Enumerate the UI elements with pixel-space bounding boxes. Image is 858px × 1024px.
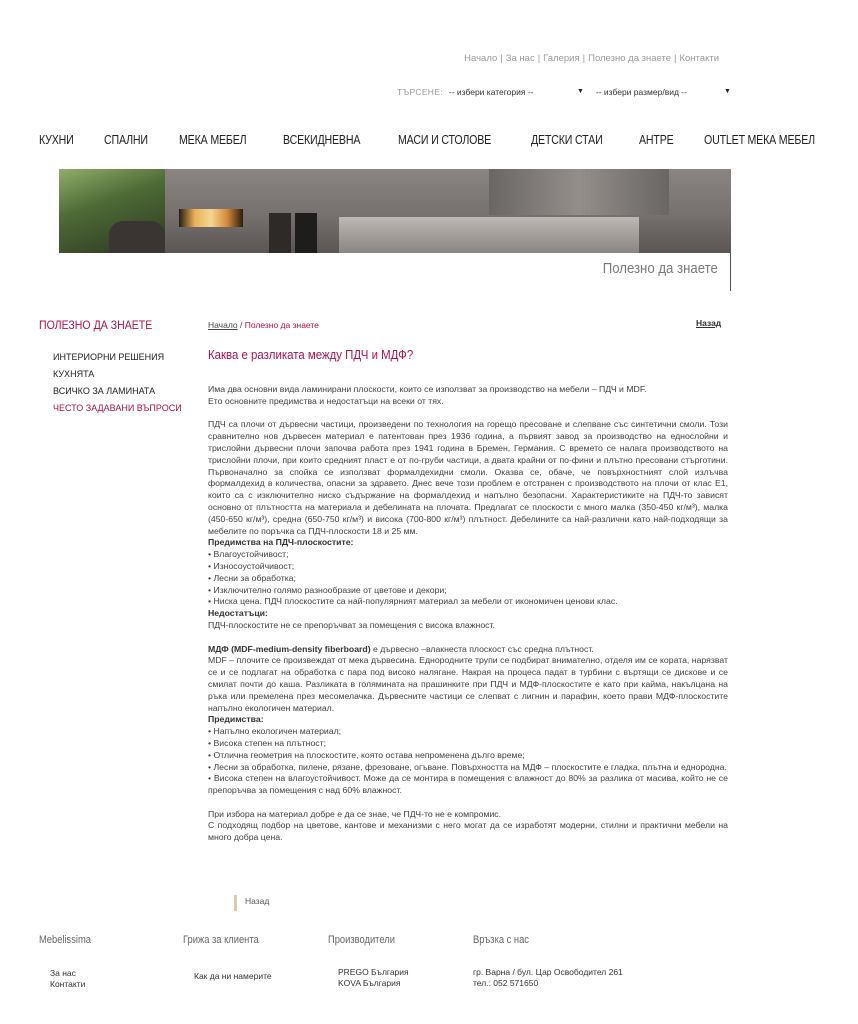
sidebar-item-kitchen[interactable]: КУХНЯТА — [53, 369, 95, 379]
sidebar-item-interior[interactable]: ИНТЕРИОРНИ РЕШЕНИЯ — [53, 352, 165, 362]
nav-hallway[interactable]: АНТРЕ — [639, 133, 674, 147]
spacer — [208, 408, 728, 420]
banner-image — [59, 169, 731, 253]
list-item: • Ниска цена. ПДЧ плоскостите са най-популярният материал за мебели от икономичен ценови клас. — [208, 596, 618, 607]
footer-link-find-us[interactable]: Как да ни намерите — [194, 971, 272, 981]
mdf-heading: МДФ (MDF-medium-density fiberboard) — [208, 643, 371, 654]
banner-counter — [339, 217, 639, 253]
pdch-advantages-heading: Предимства на ПДЧ-плоскостите: — [208, 537, 354, 548]
banner-plant — [59, 169, 165, 253]
spacer — [208, 632, 728, 644]
list-item: • Отлична геометрия на плоскостите, която остава непроменена дълго време; — [208, 749, 525, 760]
separator: | — [674, 53, 677, 64]
pdch-disadvantages-text: ПДЧ-плоскостите не се препоръчват за помещения с висока влажност. — [208, 619, 495, 630]
footer-heading: Производители — [328, 934, 395, 946]
breadcrumb-sep: / — [237, 320, 245, 330]
sidebar-heading: ПОЛЕЗНО ДА ЗНАЕТЕ — [39, 318, 153, 332]
mdf-advantages-heading: Предимства: — [208, 714, 264, 725]
list-item: • Изключително голямо разнообразие от цветове и декори; — [208, 584, 447, 595]
article-title: Каква е разликата между ПДЧ и МДФ? — [208, 347, 414, 362]
article-body — [208, 384, 728, 844]
sidebar-menu — [53, 351, 182, 419]
list-item: • Лесни за обработка, пилене, рязане, фрезоване, огъване. Повърхността на МДФ – плоскостите е гладка, плътна и еднородна. — [208, 761, 727, 772]
pdch-paragraph: ПДЧ са плочи от дървесни частици, произведени по технология на горещо пресоване и слепване със синтетични смоли. Този сравнително нов дървесен материал е патентован през 1936 година, а първият завод за производство на еднослойни и трислойни дървесни плочи започва работа през 1941 година в Бремен, Германия. С времето се налага производството на трислойни плочи, при които средният пласт е от по-груби частици, а двата крайни от по-фини и плътно пресовани стърготини. Първоначално за спойка се използват формалдехидни смоли. Оказва се, обаче, че повърхностният слой излъчва формалдехид в количества, опасни за здравето. Днес вече този проблем е отстранен с производството на плочи от клас Е1, които са с изключително ниско съдържание на формалдехид и напълно безопасни. Характеристиките на ПДЧ-то зависят основно от плътността на материала и дебелината на плочата. Предлагат се плоскости с много малка (350-450 кг/м³), малка (450-650 кг/м³), средна (650-750 кг/м³) и висока (700-800 кг/м³) плътност. Дебелините са най-различни като най-подходящи за мебелите по поръчка са ПДЧ-плоскости 18 и 25 мм. — [208, 419, 728, 536]
footer-heading: Връзка с нас — [473, 934, 529, 946]
back-link-bottom[interactable]: Назад — [234, 895, 269, 911]
size-select-value: -- избери размер/вид -- — [595, 87, 687, 97]
nav-soft-furniture[interactable]: МЕКА МЕБЕЛ — [179, 133, 247, 147]
footer-link-contacts[interactable]: Контакти — [50, 979, 86, 989]
list-item: • Напълно екологичен материал; — [208, 726, 342, 737]
list-item: • Лесни за обработка; — [208, 572, 296, 583]
breadcrumb-home[interactable]: Начало — [208, 320, 238, 330]
banner-stool — [295, 213, 317, 253]
intro-text: Има два основни вида ламинирани плоскости, които се използват за производство на мебели – ПДЧ и MDF. — [208, 384, 647, 394]
top-links — [464, 53, 719, 64]
mdf-paragraph: MDF – плочите се произвеждат от мека дървесина. Еднородните трупи се подбират внимателно, отделя им се кората, нарязват се и се подлагат на обработка с пара под високо налягане. Накрая на процеса падат в турбини с въртящи се дискове и се смилат почти до каша. Разликата в голямината на прашинките при ПДЧ и МДФ-плоскостите е като при кайма, накълцана на ръка или премелена през месомелачка. Дървесните частици се слепват с лигнин и парафин, което прави МДФ-плоскостите напълно екологичен материал. — [208, 655, 728, 713]
nav-kitchens[interactable]: КУХНИ — [39, 133, 74, 147]
banner-fireplace — [179, 209, 243, 227]
intro-text: Ето основните предимства и недостатъци на всеки от тях. — [208, 395, 444, 406]
nav-outlet[interactable]: OUTLET МЕКА МЕБЕЛ — [703, 133, 815, 147]
toplink-home[interactable]: Начало — [464, 53, 498, 64]
footer-col-manufacturers — [328, 934, 409, 989]
nav-tables-chairs[interactable]: МАСИ И СТОЛОВЕ — [397, 133, 491, 147]
size-select[interactable] — [596, 85, 731, 99]
back-link-top[interactable]: Назад — [696, 318, 722, 328]
footer-link-kova[interactable]: KOVA България — [338, 978, 401, 988]
breadcrumb — [208, 320, 319, 330]
nav-bedrooms[interactable]: СПАЛНИ — [103, 133, 148, 147]
banner-chair — [109, 221, 165, 253]
category-select[interactable] — [449, 85, 584, 99]
footer-heading: Mebelissima — [39, 934, 91, 946]
divider — [730, 253, 731, 291]
chevron-down-icon: ▼ — [576, 88, 584, 95]
search-bar — [397, 85, 731, 99]
toplink-gallery[interactable]: Галерия — [543, 53, 580, 64]
footer-col-contact — [473, 934, 623, 989]
outro-text: С подходящ подбор на цветове, кантове и механизми с него могат да се изработят модерни, стилни и практични мебели на много добра цена. — [208, 820, 728, 843]
breadcrumb-current: Полезно да знаете — [244, 320, 319, 330]
nav-living-room[interactable]: ВСЕКИДНЕВНА — [282, 133, 360, 147]
footer-phone: тел.: 052 571650 — [473, 978, 539, 988]
footer-col-mebelissima — [39, 934, 100, 990]
separator: | — [500, 53, 503, 64]
footer-link-about[interactable]: За нас — [50, 968, 76, 978]
search-label: ТЪРСЕНЕ: — [397, 87, 443, 97]
list-item: • Износоустойчивост; — [208, 560, 295, 571]
banner-cabinets — [489, 169, 669, 215]
toplink-contacts[interactable]: Контакти — [679, 53, 719, 64]
list-item: • Влагоустойчивост; — [208, 549, 289, 560]
toplink-useful[interactable]: Полезно да знаете — [588, 53, 672, 64]
page-title: Полезно да знаете — [602, 260, 718, 277]
footer-link-prego[interactable]: PREGO България — [338, 967, 409, 977]
sidebar-item-laminate[interactable]: ВСИЧКО ЗА ЛАМИНАТА — [53, 386, 156, 396]
footer-col-customer-care — [183, 934, 272, 982]
banner-stool — [269, 213, 291, 253]
toplink-about[interactable]: За нас — [505, 53, 535, 64]
sidebar-item-faq[interactable]: ЧЕСТО ЗАДАВАНИ ВЪПРОСИ — [53, 403, 182, 413]
separator: | — [537, 53, 541, 64]
list-item: • Висока степен на влагоустойчивост. Може да се монтира в помещения с влажност до 80% за разлика от масива, който не се препоръчва за помещения с над 60% влажност. — [208, 773, 728, 796]
footer-heading: Грижа за клиента — [183, 934, 259, 946]
separator: | — [582, 53, 586, 64]
outro-text: При избора на материал добре е да се знае, че ПДЧ-то не е компромис. — [208, 808, 502, 819]
footer-address: гр. Варна / бул. Цар Освободител 261 — [473, 967, 623, 977]
mdf-heading-rest: е дървесно –влакнеста плоскост със средна плътност. — [370, 643, 594, 654]
pdch-disadvantages-heading: Недостатъци: — [208, 608, 268, 619]
category-select-value: -- избери категория -- — [448, 87, 534, 97]
nav-kids-rooms[interactable]: ДЕТСКИ СТАИ — [531, 133, 603, 147]
list-item: • Висока степен на плътност; — [208, 737, 327, 748]
main-nav — [39, 133, 858, 147]
chevron-down-icon: ▼ — [723, 88, 731, 95]
spacer — [208, 797, 728, 809]
